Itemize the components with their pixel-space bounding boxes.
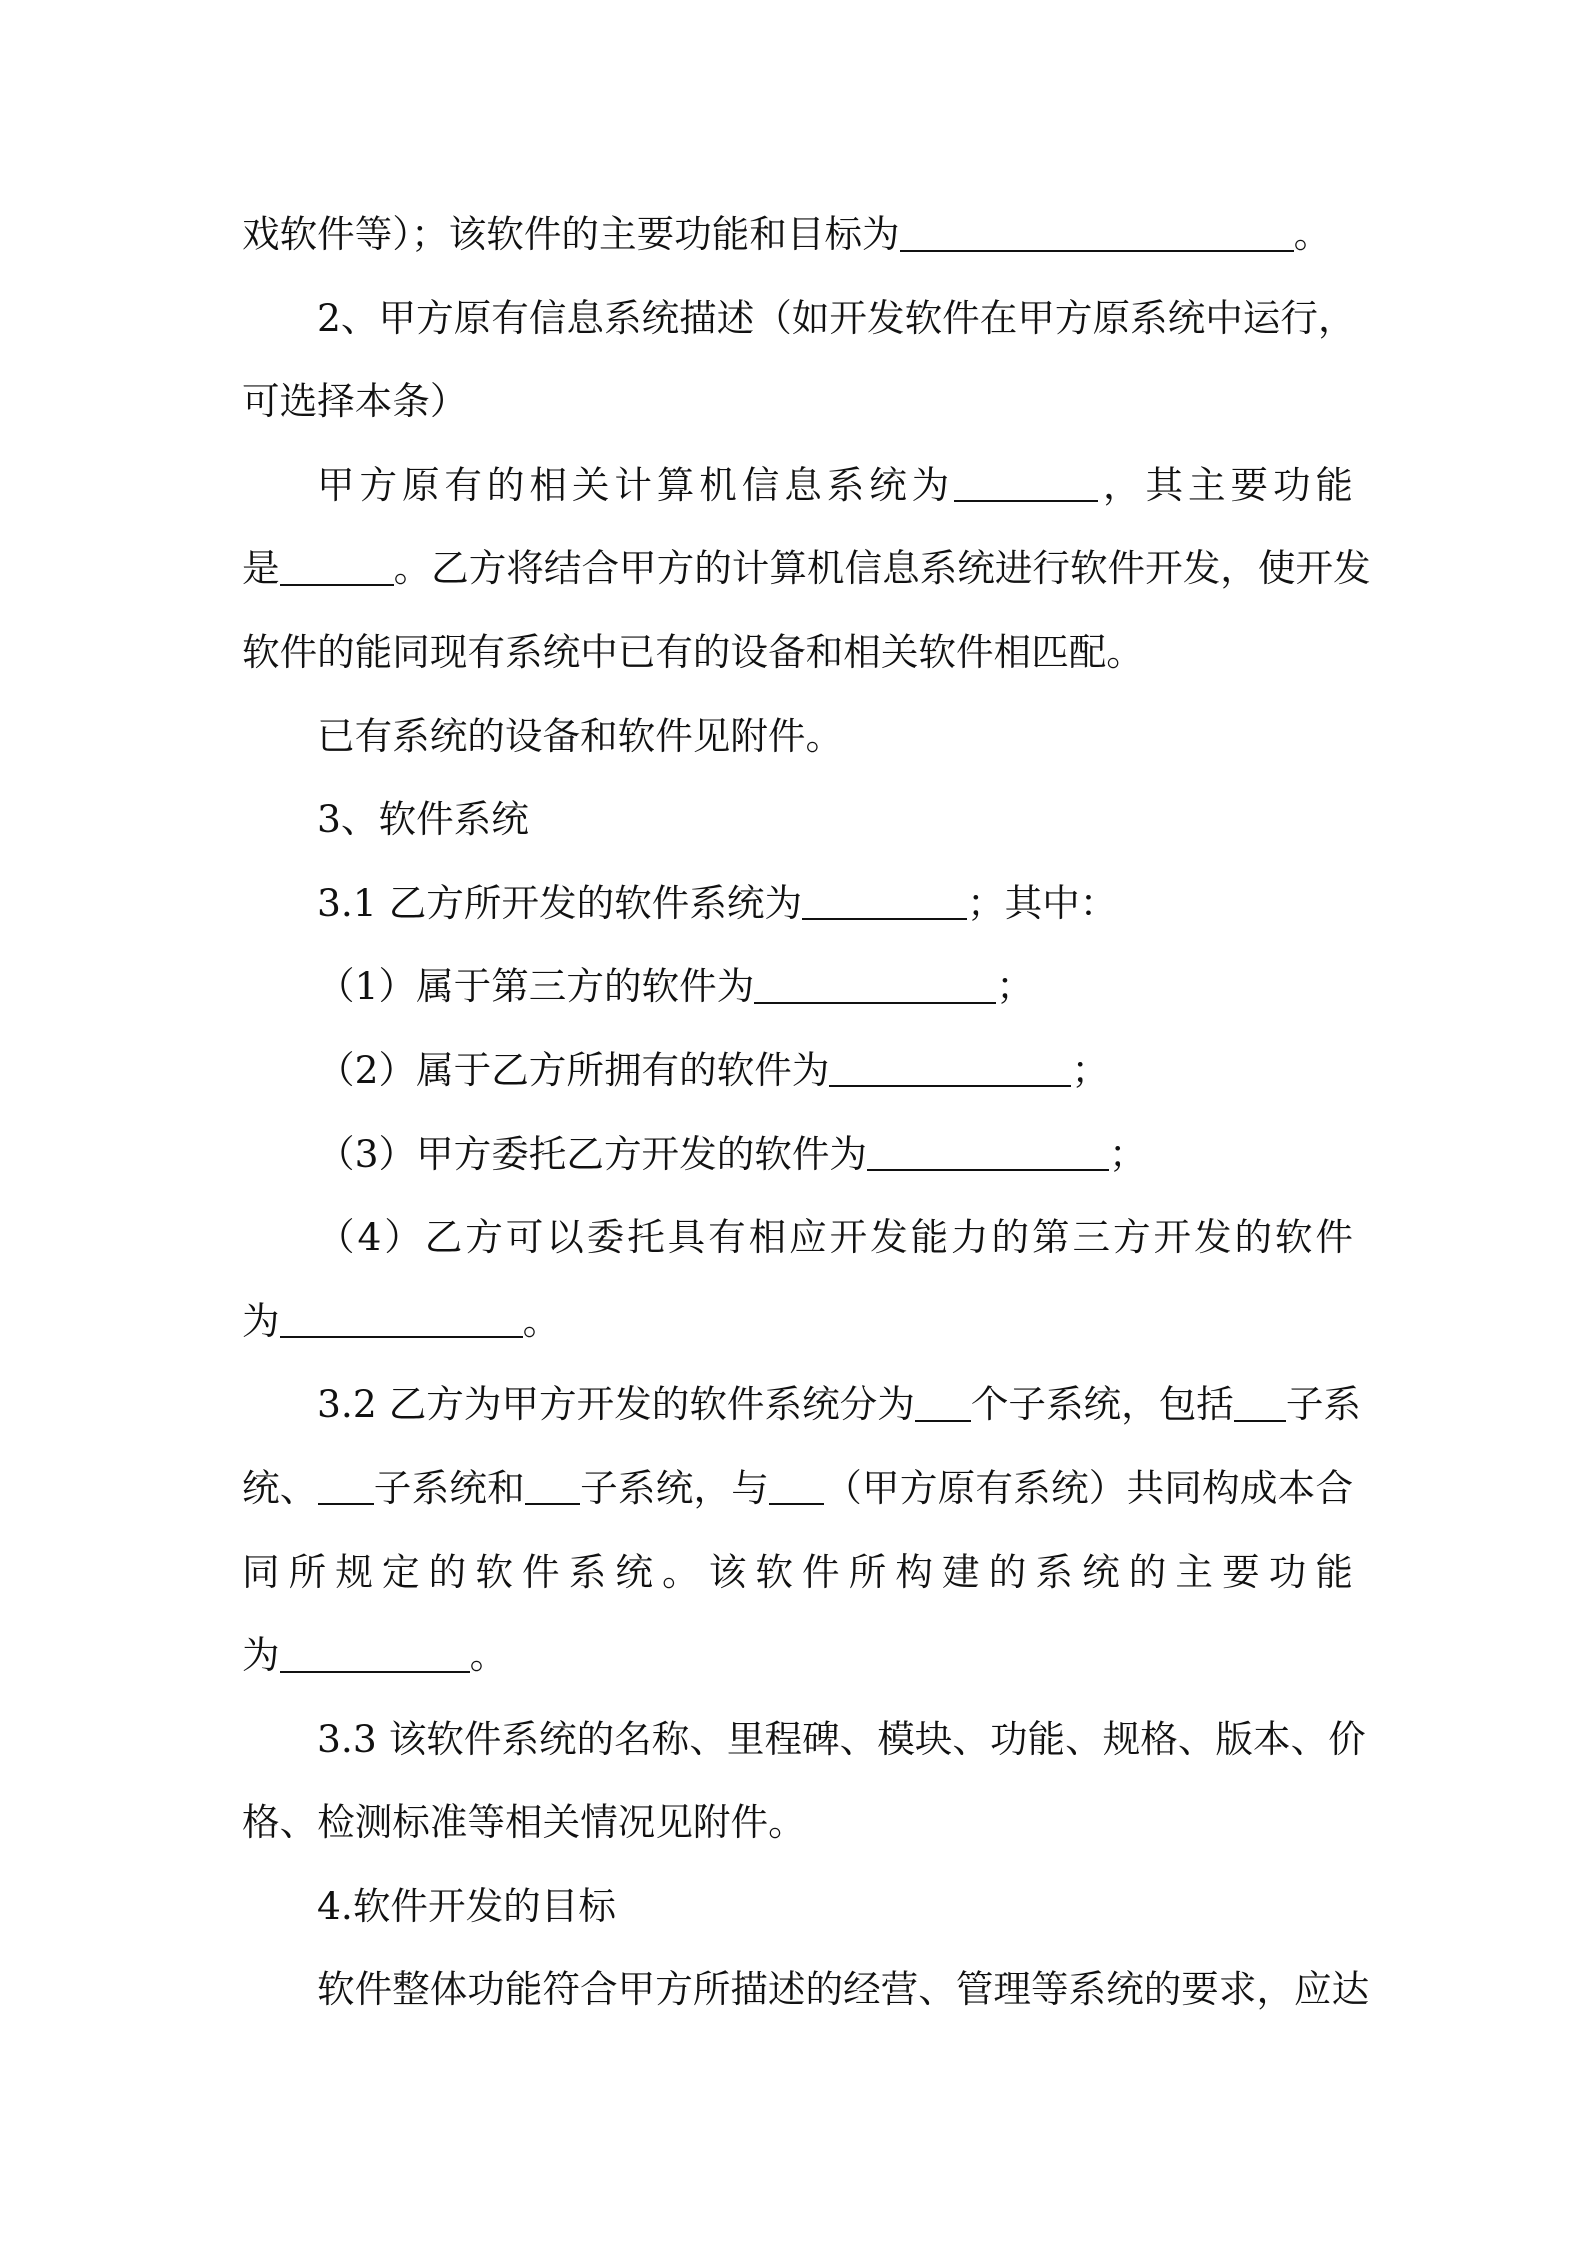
text-segment: （1）属于第三方的软件为 (317, 964, 755, 1009)
fill-in-blank (802, 884, 967, 920)
text-segment: 3、软件系统 (317, 797, 529, 842)
line-19 (242, 1698, 1366, 1782)
list-item-1 (242, 945, 1353, 1029)
line-16 (242, 1447, 1353, 1531)
line-15 (242, 1363, 1362, 1447)
fill-in-blank (280, 1302, 523, 1338)
text-segment: （4）乙方可以委托具有相应开发能力的第三方开发的软件 (317, 1215, 1353, 1260)
text-segment: 3.2 乙方为甲方开发的软件系统分为 (317, 1382, 915, 1427)
fill-in-blank (754, 968, 996, 1004)
text-segment: 甲方原有的相关计算机信息系统为 (317, 462, 955, 507)
text-segment: 可选择本条） (242, 379, 468, 424)
text-segment: 个子系统，包括 (970, 1382, 1234, 1427)
line-17 (242, 1531, 1353, 1615)
text-segment: 3.3 该软件系统的名称、里程碑、模块、功能、规格、版本、价 (317, 1716, 1366, 1761)
text-segment: 已有系统的设备和软件见附件。 (317, 713, 844, 758)
line-6 (242, 611, 1353, 695)
fill-in-blank (829, 1052, 1071, 1088)
section-heading-4 (242, 1865, 1353, 1949)
fill-in-blank (915, 1386, 971, 1422)
line-2 (242, 277, 1356, 361)
text-segment: 软件整体功能符合甲方所描述的经营、管理等系统的要求，应达 (317, 1967, 1370, 2012)
text-segment: 。乙方将结合甲方的计算机信息系统进行软件开发，使开发 (393, 546, 1371, 591)
fill-in-blank (280, 1637, 470, 1673)
text-segment: ； (996, 964, 1034, 1009)
fill-in-blank (280, 550, 394, 586)
text-segment: ；其中： (967, 880, 1118, 925)
list-item-4 (242, 1196, 1353, 1280)
text-segment: 子系统，与 (579, 1465, 770, 1510)
text-segment: 子系统和 (373, 1465, 525, 1510)
fill-in-blank (900, 216, 1294, 252)
text-segment: 为 (242, 1298, 280, 1343)
text-segment: 是 (242, 546, 280, 591)
fill-in-blank (769, 1470, 824, 1506)
line-5 (242, 527, 1371, 611)
line-20 (242, 1781, 1353, 1865)
text-segment: （2）属于乙方所拥有的软件为 (317, 1047, 830, 1092)
text-segment: 戏软件等）；该软件的主要功能和目标为 (242, 212, 900, 256)
text-segment: ； (1071, 1047, 1110, 1092)
text-segment: 。 (522, 1298, 561, 1343)
list-item-3 (242, 1113, 1353, 1197)
fill-in-blank (954, 466, 1098, 502)
text-segment: 格、检测标准等相关情况见附件。 (242, 1800, 806, 1845)
fill-in-blank (1234, 1386, 1286, 1422)
line-1 (242, 193, 1353, 277)
text-segment: 2、甲方原有信息系统描述（如开发软件在甲方原系统中运行， (317, 295, 1356, 340)
list-item-4-continued (242, 1280, 1353, 1364)
line-7 (242, 695, 1353, 779)
fill-in-blank (525, 1470, 580, 1506)
text-segment: ； (1109, 1131, 1147, 1176)
line-3 (242, 360, 1353, 444)
text-segment: 。 (1293, 212, 1332, 256)
fill-in-blank (867, 1135, 1109, 1171)
text-segment: 4.软件开发的目标 (317, 1883, 616, 1928)
line-9 (242, 862, 1353, 946)
fill-in-blank (318, 1470, 374, 1506)
text-segment: （甲方原有系统）共同构成本合 (824, 1465, 1354, 1510)
text-segment: 同所规定的软件系统。该软件所构建的系统的主要功能 (242, 1549, 1353, 1594)
text-segment: （3）甲方委托乙方开发的软件为 (317, 1131, 868, 1176)
line-18 (242, 1614, 1353, 1698)
text-segment: 软件的能同现有系统中已有的设备和相关软件相匹配。 (242, 629, 1144, 674)
line-4 (242, 444, 1353, 528)
text-segment: 统、 (242, 1465, 318, 1510)
contract-body (242, 193, 1371, 2032)
list-item-2 (242, 1029, 1353, 1113)
line-22 (242, 1948, 1370, 2032)
text-segment: ，其主要功能 (1098, 462, 1354, 507)
text-segment: 子系 (1285, 1382, 1362, 1427)
text-segment: 3.1 乙方所开发的软件系统为 (317, 880, 803, 925)
text-segment: 为 (242, 1633, 280, 1678)
section-heading-3 (242, 778, 1353, 862)
text-segment: 。 (469, 1633, 508, 1678)
